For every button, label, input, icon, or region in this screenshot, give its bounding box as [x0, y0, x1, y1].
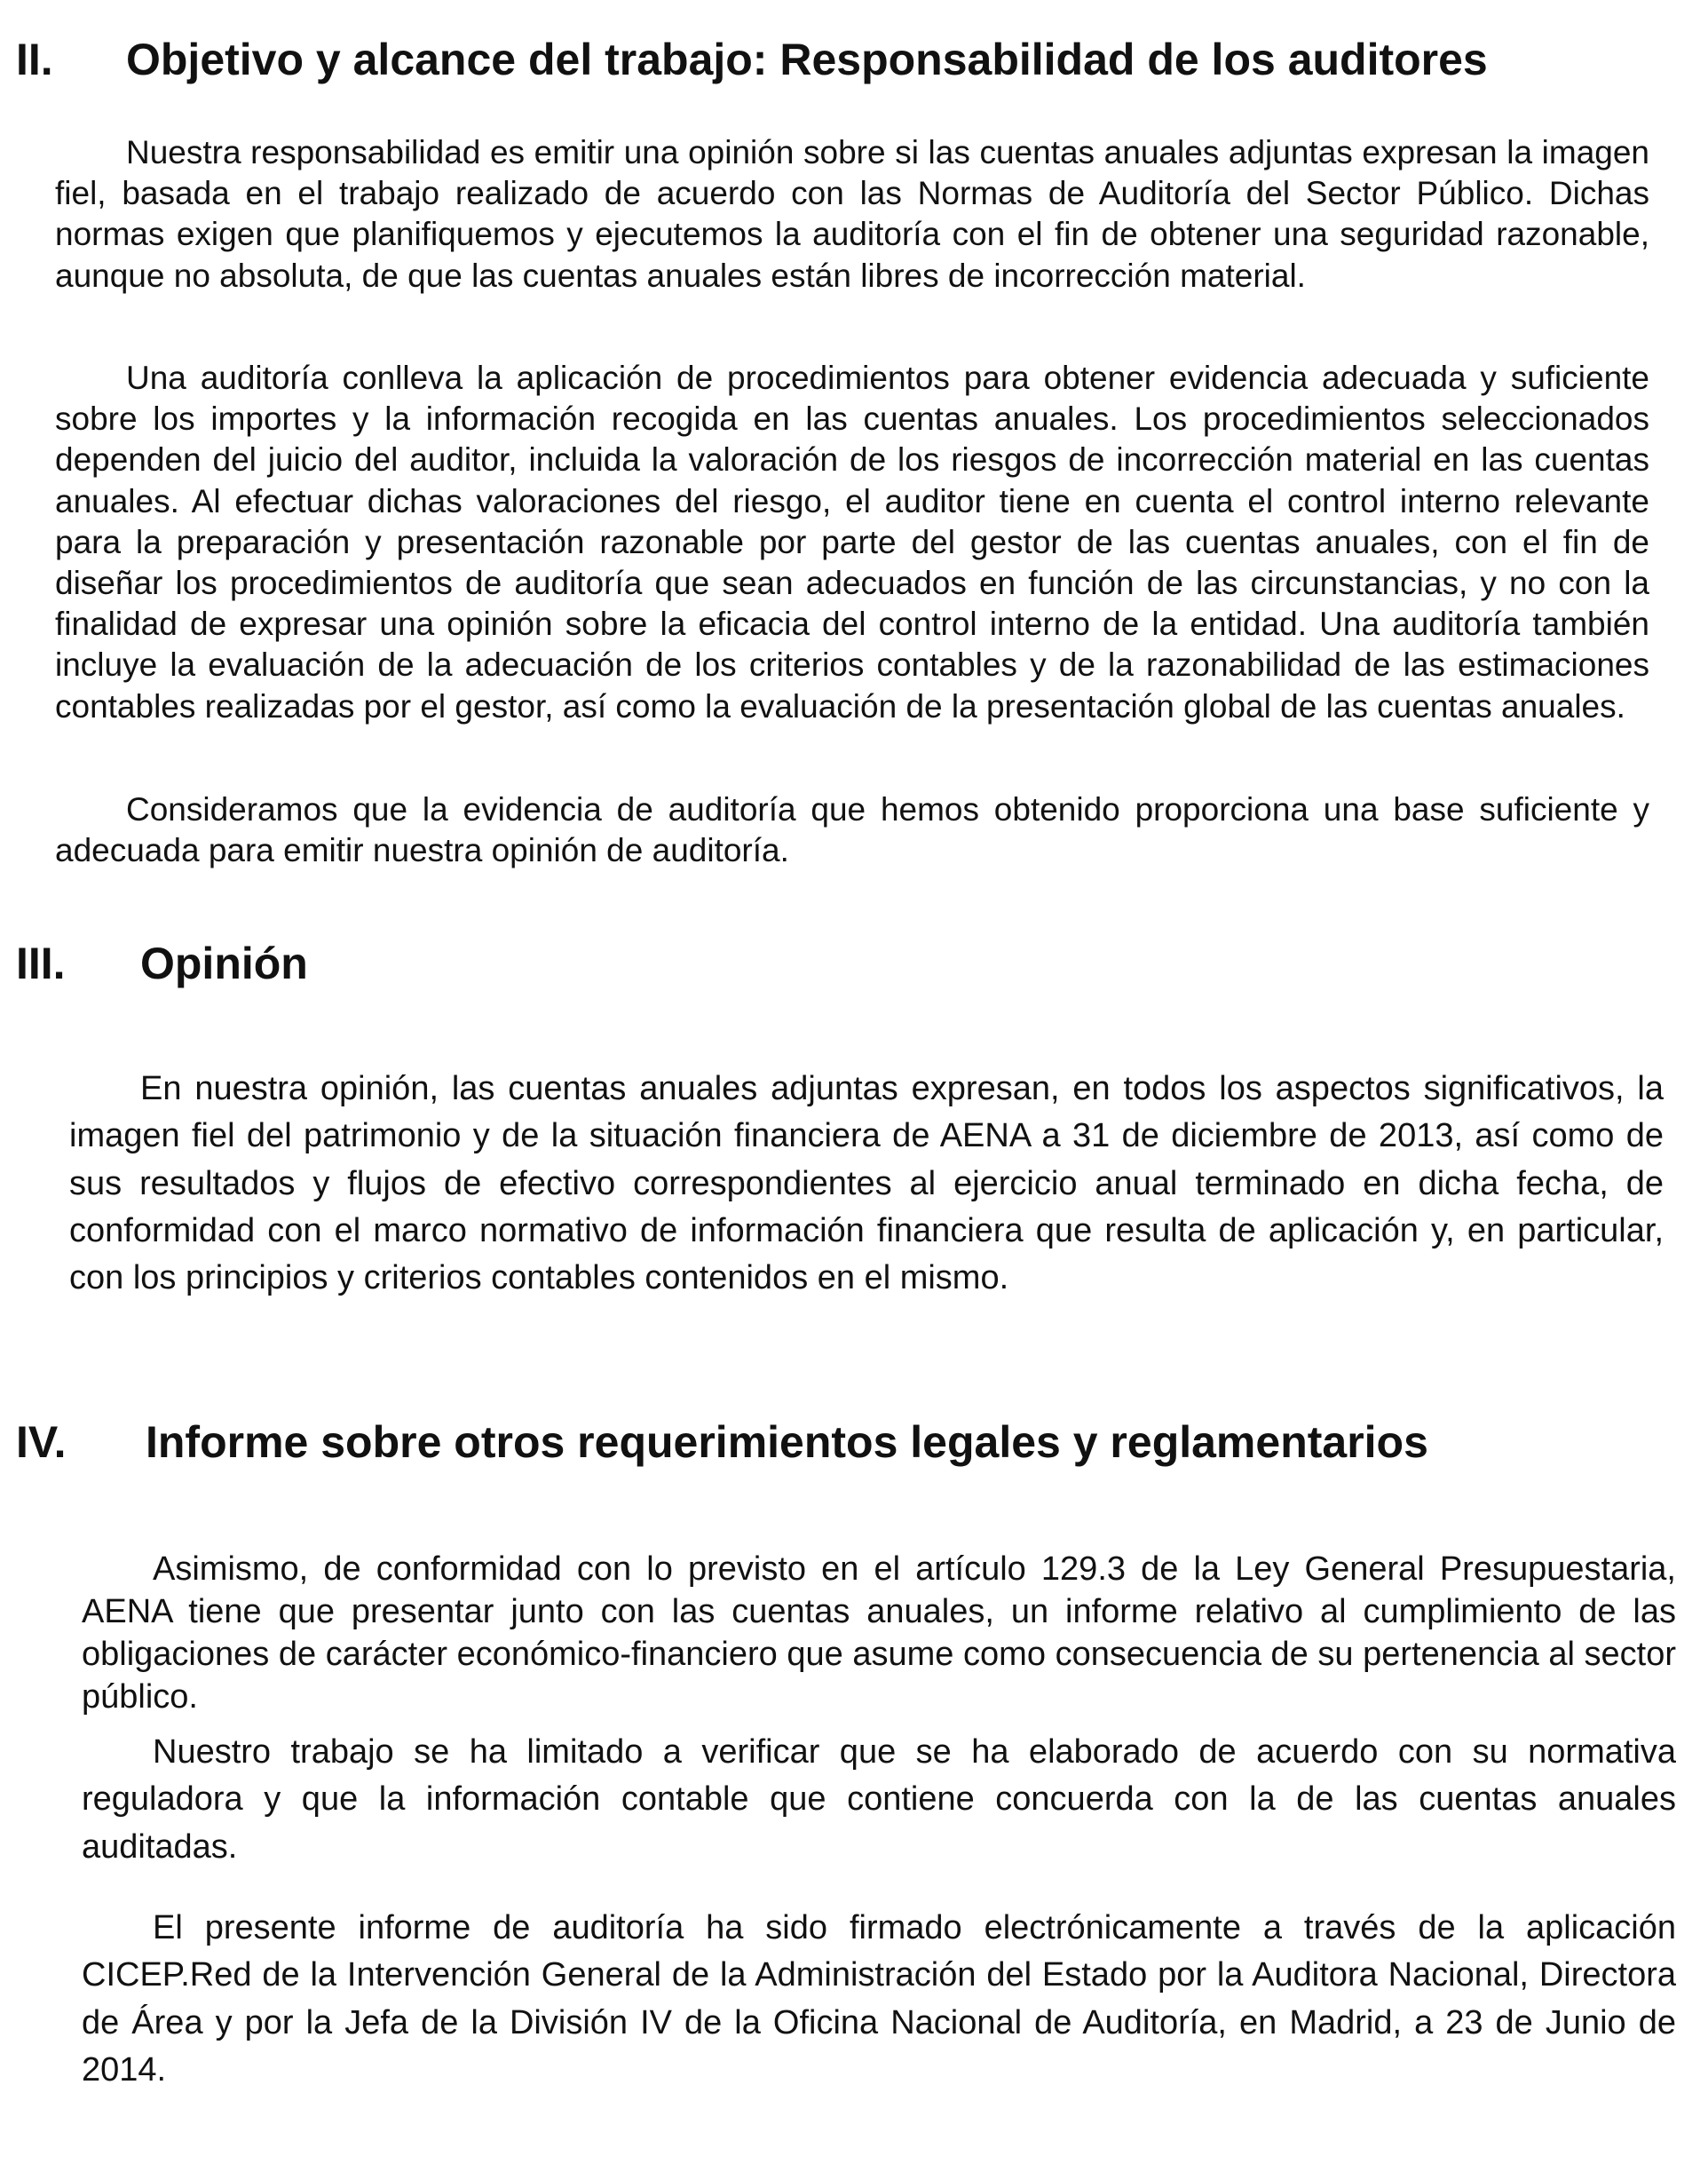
section-number: II.: [16, 35, 53, 84]
section-title: Objetivo y alcance del trabajo: Responsabilidad de los auditores: [126, 35, 1488, 84]
section-heading-iv: [16, 1418, 1658, 1471]
paragraph: Consideramos que la evidencia de auditoría que hemos obtenido proporciona una base suficiente y adecuada para emitir nuestra opinión de auditoría.: [55, 791, 1649, 869]
paragraph: El presente informe de auditoría ha sido firmado electrónicamente a través de la aplicación CICEP.Red de la Intervención General de la Administración del Estado por la Auditora Nacional, Directora de Área y por la Jefa de la División IV de la Oficina Nacional de Auditoría, en Madrid, a 23 de Junio de 2014.: [82, 1909, 1676, 2089]
paragraph: Una auditoría conlleva la aplicación de procedimientos para obtener evidencia adecuada y suficiente sobre los importes y la información recogida en las cuentas anuales. Los procedimientos seleccionados dependen del juicio del auditor, incluida la valoración de los riesgos de incorrección material en las cuentas anuales. Al efectuar dichas valoraciones del riesgo, el auditor tiene en cuenta el control interno relevante para la preparación y presentación razonable por parte del gestor de las cuentas anuales, con el fin de diseñar los procedimientos de auditoría que sean adecuados en función de las circunstancias, y no con la finalidad de expresar una opinión sobre la eficacia del control interno de la entidad. Una auditoría también incluye la evaluación de la adecuación de los criterios contables y de la razonabilidad de las estimaciones contables realizadas por el gestor, así como la evaluación de la presentación global de las cuentas anuales.: [55, 360, 1649, 725]
section-title: Informe sobre otros requerimientos legales y reglamentarios: [146, 1417, 1428, 1467]
paragraph: Nuestro trabajo se ha limitado a verificar que se ha elaborado de acuerdo con su normativa reguladora y que la información contable que contiene concuerda con la de las cuentas anuales auditadas.: [82, 1733, 1676, 1866]
paragraph: En nuestra opinión, las cuentas anuales adjuntas expresan, en todos los aspectos significativos, la imagen fiel del patrimonio y de la situación financiera de AENA a 31 de diciembre de 2013, así como de sus resultados y flujos de efectivo correspondientes al ejercicio anual terminado en dicha fecha, de conformidad con el marco normativo de información financiera que resulta de aplicación y, en particular, con los principios y criterios contables contenidos en el mismo.: [69, 1070, 1664, 1297]
section-heading-ii: [16, 36, 1658, 89]
section-number: III.: [16, 939, 66, 988]
section-heading-iii: [16, 939, 1658, 993]
paragraph: Asimismo, de conformidad con lo previsto en el artículo 129.3 de la Ley General Presupuestaria, AENA tiene que presentar junto con las cuentas anuales, un informe relativo al cumplimiento de las obligaciones de carácter económico-financiero que asume como consecuencia de su pertenencia al sector público.: [82, 1550, 1676, 1716]
section-number: IV.: [16, 1417, 67, 1467]
paragraph: Nuestra responsabilidad es emitir una opinión sobre si las cuentas anuales adjuntas expresan la imagen fiel, basada en el trabajo realizado de acuerdo con las Normas de Auditoría del Sector Público. Dichas normas exigen que planifiquemos y ejecutemos la auditoría con el fin de obtener una seguridad razonable, aunque no absoluta, de que las cuentas anuales están libres de incorrección material.: [55, 134, 1649, 294]
section-title: Opinión: [140, 939, 308, 988]
